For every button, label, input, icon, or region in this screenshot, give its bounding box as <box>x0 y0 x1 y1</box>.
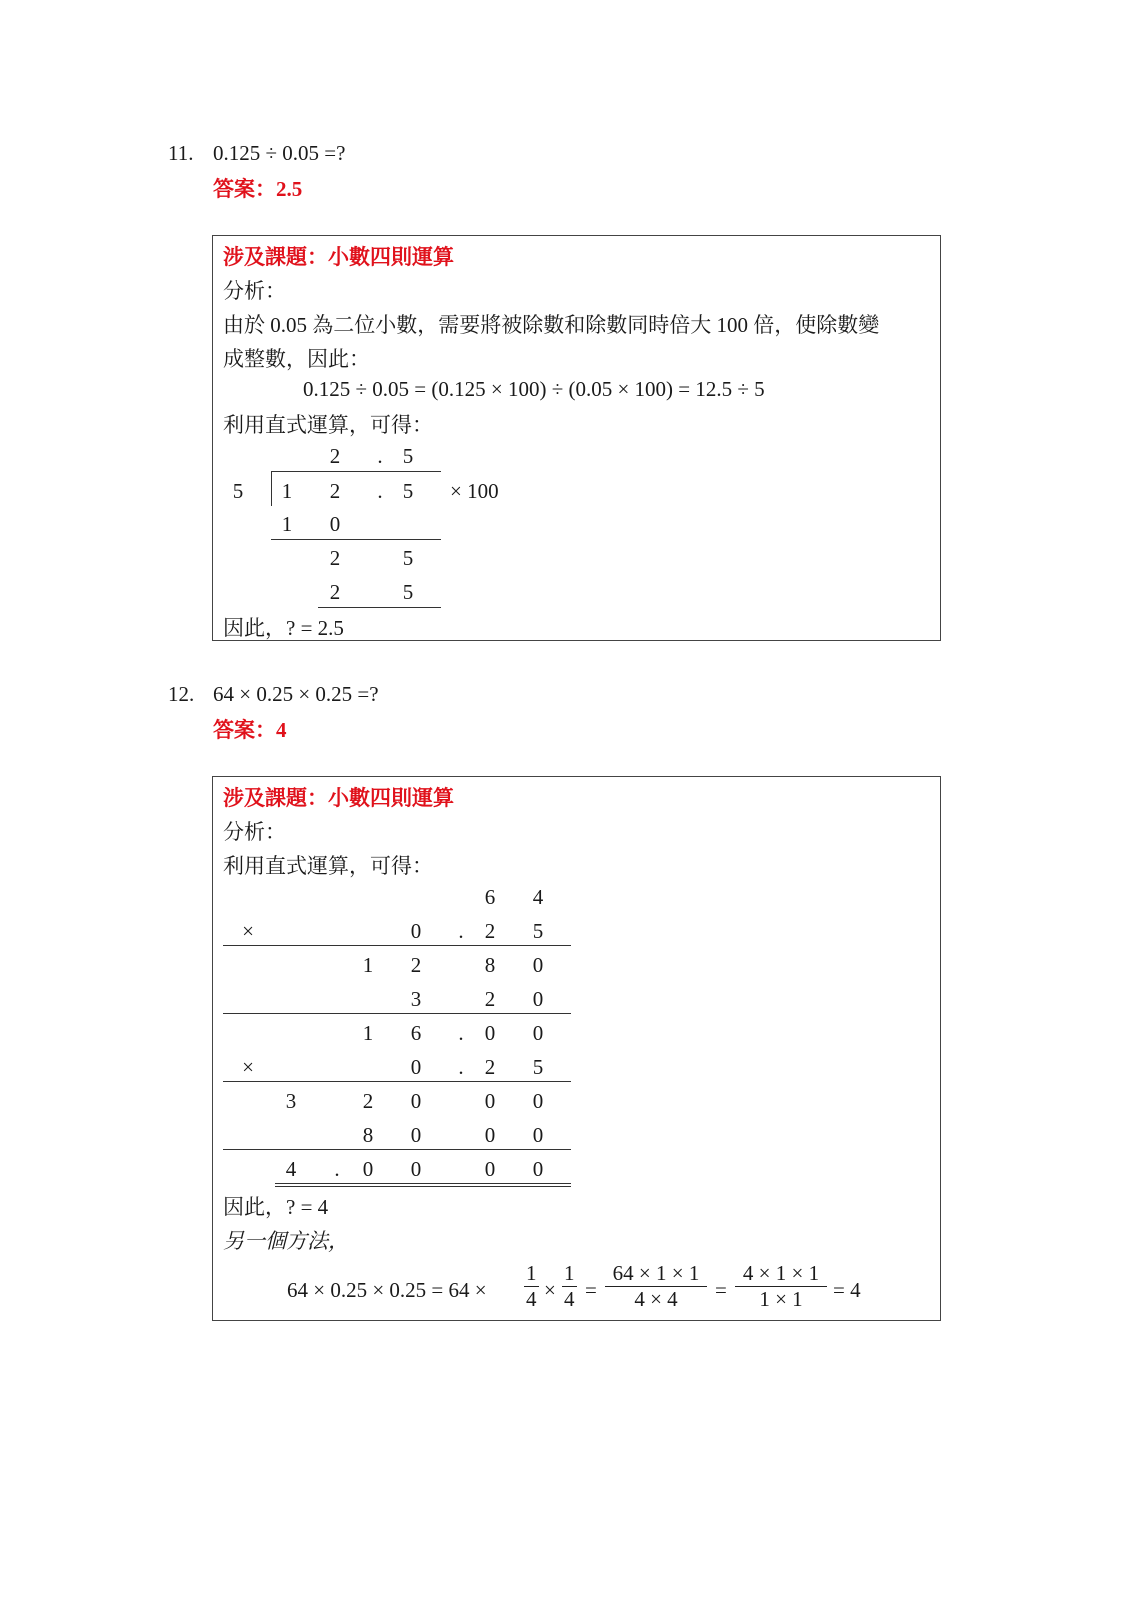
decimal-point: . <box>458 919 464 943</box>
subtraction-line <box>318 607 441 608</box>
times-sign: × <box>242 919 254 943</box>
fraction-one-quarter <box>524 1261 539 1312</box>
q11-conclusion: 因此，? = 2.5 <box>223 616 344 640</box>
digit: 0 <box>484 1021 496 1045</box>
equals-sign: = <box>715 1278 727 1302</box>
digit: 3 <box>410 987 422 1011</box>
decimal-point: . <box>458 1021 464 1045</box>
quotient-digit: 5 <box>402 444 414 468</box>
numerator: 1 <box>526 1261 537 1285</box>
digit: 6 <box>484 885 496 909</box>
quotient-point: . <box>377 444 383 468</box>
q11-method: 利用直式運算，可得： <box>223 413 433 437</box>
digit: 0 <box>532 1089 544 1113</box>
digit: 8 <box>484 953 496 977</box>
q12-topic: 涉及課題：小數四則運算 <box>223 786 454 810</box>
numerator: 1 <box>564 1261 575 1285</box>
division-bar <box>271 471 441 472</box>
digit: 1 <box>362 1021 374 1045</box>
digit: 4 <box>532 885 544 909</box>
q12-conclusion: 因此，? = 4 <box>223 1195 329 1219</box>
multiplier-note: × 100 <box>450 479 499 503</box>
rule-line <box>223 1149 571 1150</box>
q12-analysis-label: 分析： <box>223 820 286 844</box>
step-digit: 2 <box>329 546 341 570</box>
q11-answer: 答案：2.5 <box>213 177 303 201</box>
rule-line <box>223 1013 571 1014</box>
digit: 1 <box>362 953 374 977</box>
digit: 0 <box>532 1157 544 1181</box>
divisor: 5 <box>232 479 244 503</box>
denominator: 1 × 1 <box>735 1286 827 1312</box>
q11-number: 11. <box>168 141 194 165</box>
fraction-product <box>605 1261 707 1312</box>
denominator: 4 <box>564 1287 575 1311</box>
times-sign: × <box>544 1278 556 1302</box>
q12-method: 利用直式運算，可得： <box>223 854 433 878</box>
digit: 0 <box>410 1055 422 1079</box>
division-bracket <box>271 471 272 506</box>
alt-result: = 4 <box>833 1278 861 1302</box>
digit: 2 <box>484 1055 496 1079</box>
q12-number: 12. <box>168 682 195 706</box>
alt-lhs: 64 × 0.25 × 0.25 = 64 × <box>287 1278 487 1302</box>
times-sign: × <box>242 1055 254 1079</box>
decimal-point: . <box>334 1157 340 1181</box>
digit: 0 <box>532 1021 544 1045</box>
q11-solution-box <box>212 235 941 641</box>
q12-solution-box <box>212 776 941 1321</box>
digit: 0 <box>484 1123 496 1147</box>
digit: 2 <box>362 1089 374 1113</box>
step-digit: 2 <box>329 580 341 604</box>
dividend-digit: 2 <box>329 479 341 503</box>
step-digit: 0 <box>329 512 341 536</box>
rule-line <box>223 1081 571 1082</box>
digit: 6 <box>410 1021 422 1045</box>
digit: 0 <box>532 1123 544 1147</box>
digit: 5 <box>532 919 544 943</box>
q12-alt-label: 另一個方法， <box>223 1229 349 1253</box>
q11-analysis-line1: 由於 0.05 為二位小數，需要將被除數和除數同時倍大 100 倍，使除數變 <box>223 313 880 337</box>
equals-sign: = <box>585 1278 597 1302</box>
denominator: 4 <box>526 1287 537 1311</box>
numerator: 4 × 1 × 1 <box>742 1261 820 1285</box>
double-rule-line <box>275 1183 571 1184</box>
fraction-one-quarter <box>562 1261 577 1312</box>
digit: 2 <box>484 919 496 943</box>
q12-question: 64 × 0.25 × 0.25 =? <box>213 682 379 706</box>
digit: 0 <box>410 1089 422 1113</box>
digit: 0 <box>532 953 544 977</box>
dividend-digit: 5 <box>402 479 414 503</box>
digit: 0 <box>410 919 422 943</box>
digit: 2 <box>484 987 496 1011</box>
q11-analysis-label: 分析： <box>223 279 286 303</box>
denominator: 4 × 4 <box>605 1286 707 1312</box>
q11-topic: 涉及課題：小數四則運算 <box>223 245 454 269</box>
q11-equation: 0.125 ÷ 0.05 = (0.125 × 100) ÷ (0.05 × 100) = 12.5 ÷ 5 <box>303 377 765 401</box>
step-digit: 5 <box>402 546 414 570</box>
digit: 0 <box>484 1157 496 1181</box>
digit: 4 <box>285 1157 297 1181</box>
dividend-digit: 1 <box>281 479 293 503</box>
double-rule-line <box>275 1186 571 1187</box>
digit: 3 <box>285 1089 297 1113</box>
digit: 0 <box>410 1123 422 1147</box>
digit: 0 <box>484 1089 496 1113</box>
step-digit: 1 <box>281 512 293 536</box>
numerator: 64 × 1 × 1 <box>612 1261 700 1285</box>
digit: 0 <box>410 1157 422 1181</box>
digit: 5 <box>532 1055 544 1079</box>
quotient-digit: 2 <box>329 444 341 468</box>
digit: 0 <box>532 987 544 1011</box>
digit: 2 <box>410 953 422 977</box>
digit: 8 <box>362 1123 374 1147</box>
q11-analysis-line2: 成整數，因此： <box>223 347 370 371</box>
subtraction-line <box>271 539 441 540</box>
step-digit: 5 <box>402 580 414 604</box>
digit: 0 <box>362 1157 374 1181</box>
q11-question: 0.125 ÷ 0.05 =? <box>213 141 346 165</box>
rule-line <box>223 945 571 946</box>
decimal-point: . <box>458 1055 464 1079</box>
q12-answer: 答案：4 <box>213 718 287 742</box>
dividend-point: . <box>377 479 383 503</box>
fraction-simplified <box>735 1261 827 1312</box>
